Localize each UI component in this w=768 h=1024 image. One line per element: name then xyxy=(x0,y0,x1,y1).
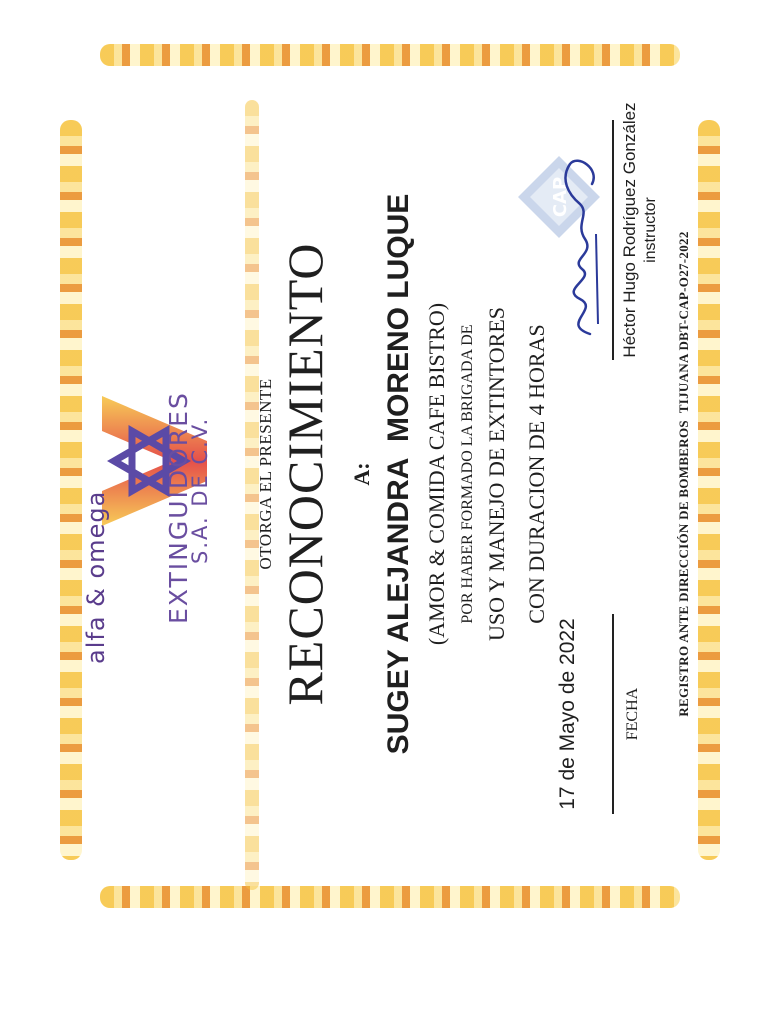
fire-border-bottom xyxy=(100,886,680,908)
logo-tagline: alfa & omega xyxy=(82,490,110,664)
logo-company-suffix: S.A. DE C.V. xyxy=(188,416,212,564)
date-value: 17 de Mayo de 2022 xyxy=(556,618,579,810)
date-line xyxy=(612,614,614,814)
course-name: USO Y MANEJO DE EXTINTORES xyxy=(484,306,509,642)
instructor-signature xyxy=(540,134,610,354)
recipient-label: A: xyxy=(349,462,374,486)
registration-text: REGISTRO ANTE DIRECCIÓN DE BOMBEROS TIJUANA DBT-CAP-O27-2022 xyxy=(676,231,691,717)
logo-company-name: EXTINGUIDORES xyxy=(164,391,193,624)
instructor-name: Héctor Hugo Rodríguez González xyxy=(620,102,639,358)
certificate xyxy=(64,94,704,854)
course-duration: CON DURACION DE 4 HORAS xyxy=(524,324,549,624)
fire-border-top xyxy=(100,44,680,66)
certificate-title: RECONOCIMIENTO xyxy=(277,242,333,706)
intro-text: OTORGA EL PRESENTE xyxy=(256,378,275,570)
instructor-role: instructor xyxy=(642,197,659,263)
recipient-organization: (AMOR & COMIDA CAFE BISTRO) xyxy=(424,302,449,646)
company-logo xyxy=(82,344,212,674)
cap-logo-text: CAP xyxy=(550,176,571,218)
brigade-text: POR HABER FORMADO LA BRIGADA DE xyxy=(459,324,476,624)
date-label: FECHA xyxy=(624,687,641,741)
recipient-name: SUGEY ALEJANDRA MORENO LUQUE xyxy=(382,193,415,755)
signature-line xyxy=(612,120,614,360)
